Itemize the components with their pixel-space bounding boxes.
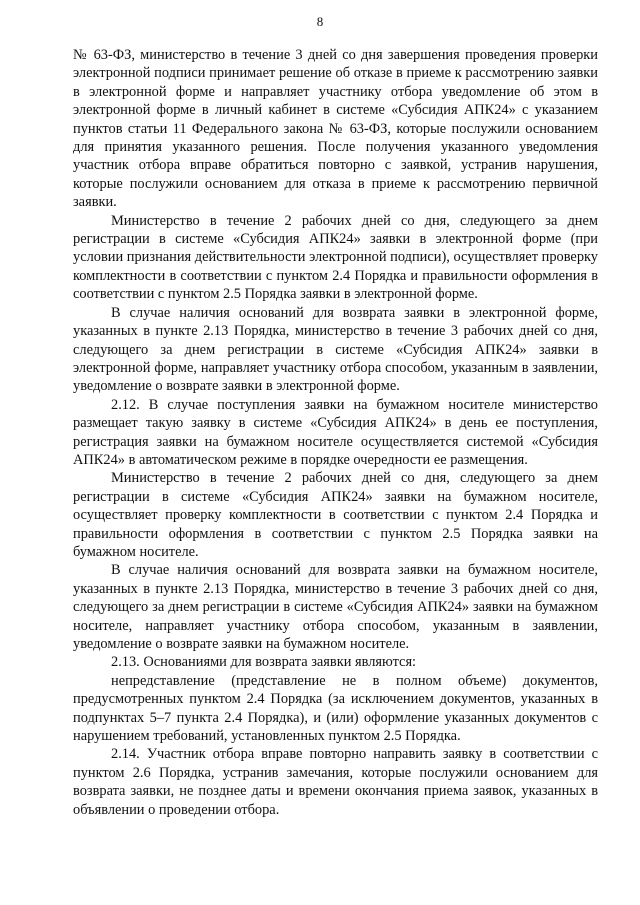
document-body: [73, 46, 598, 819]
paragraph: В случае наличия оснований для возврата заявки на бумажном носителе, указанных в пункте 2.13 Порядка, министерство в течение 3 рабочих дней со дня, следующего за днем регистрации в системе «Субсидия АПК24» заявки на бумажном носителе, направляет участнику отбора способом, указанным в заявлении, уведомление о возврате заявки на бумажном носителе.: [73, 562, 598, 652]
paragraph: 2.13. Основаниями для возврата заявки являются:: [111, 654, 417, 671]
paragraph: В случае наличия оснований для возврата заявки в электронной форме, указанных в пункте 2.13 Порядка, министерство в течение 3 рабочих дней со дня, следующего за днем регистрации в системе «Субсидия АПК24» заявки в электронной форме, направляет участнику отбора способом, указанным в заявлении, уведомление о возврате заявки в электронной форме.: [73, 304, 598, 395]
paragraph: Министерство в течение 2 рабочих дней со дня, следующего за днем регистрации в системе «Субсидия АПК24» заявки на бумажном носителе, осуществляет проверку комплектности в соответствии с пунктом 2.4 Порядка и правильности оформления в соответствии с пунктом 2.5 Порядка заявки на бумажном носителе.: [73, 470, 598, 560]
paragraph: непредставление (представление не в полном объеме) документов, предусмотренных пунктом 2.4 Порядка (за исключением документов, указанных в подпунктах 5–7 пункта 2.4 Порядка), и (или) оформление указанных документов с нарушением требований, установленных пунктом 2.5 Порядка.: [73, 672, 598, 745]
page-number: 8: [316, 14, 324, 29]
paragraph-continuation: № 63-ФЗ, министерство в течение 3 дней со дня завершения проведения проверки электронной подписи принимает решение об отказе в приеме к рассмотрению заявки в электронной форме и направляет участнику отбора уведомление об этом в электронной форме в личный кабинет в системе «Субсидия АПК24» с указанием пунктов статьи 11 Федерального закона № 63-ФЗ, которые послужили основанием для принятия указанного решения. После получения указанного уведомления участник отбора вправе обратиться повторно с заявкой, устранив нарушения, которые послужили основанием для отказа в приеме к рассмотрению первичной заявки.: [73, 47, 598, 211]
paragraph: 2.14. Участник отбора вправе повторно направить заявку в соответствии с пунктом 2.6 Порядка, устранив замечания, которые послужили основанием для возврата заявки, не позднее даты и времени окончания приема заявок, указанных в объявлении о проведении отбора.: [73, 746, 598, 818]
paragraph: 2.12. В случае поступления заявки на бумажном носителе министерство размещает такую заявку в системе «Субсидия АПК24» в день ее поступления, регистрация заявки на бумажном носителе осуществляется системой «Субсидия АПК24» в автоматическом режиме в порядке очередности ее размещения.: [73, 396, 598, 468]
paragraph: Министерство в течение 2 рабочих дней со дня, следующего за днем регистрации в системе «Субсидия АПК24» заявки в электронной форме (при условии признания действительности электронной подписи), осуществляет проверку комплектности в соответствии с пунктом 2.4 Порядка и правильности оформления в соответствии с пунктом 2.5 Порядка заявки в электронной форме.: [73, 212, 598, 303]
